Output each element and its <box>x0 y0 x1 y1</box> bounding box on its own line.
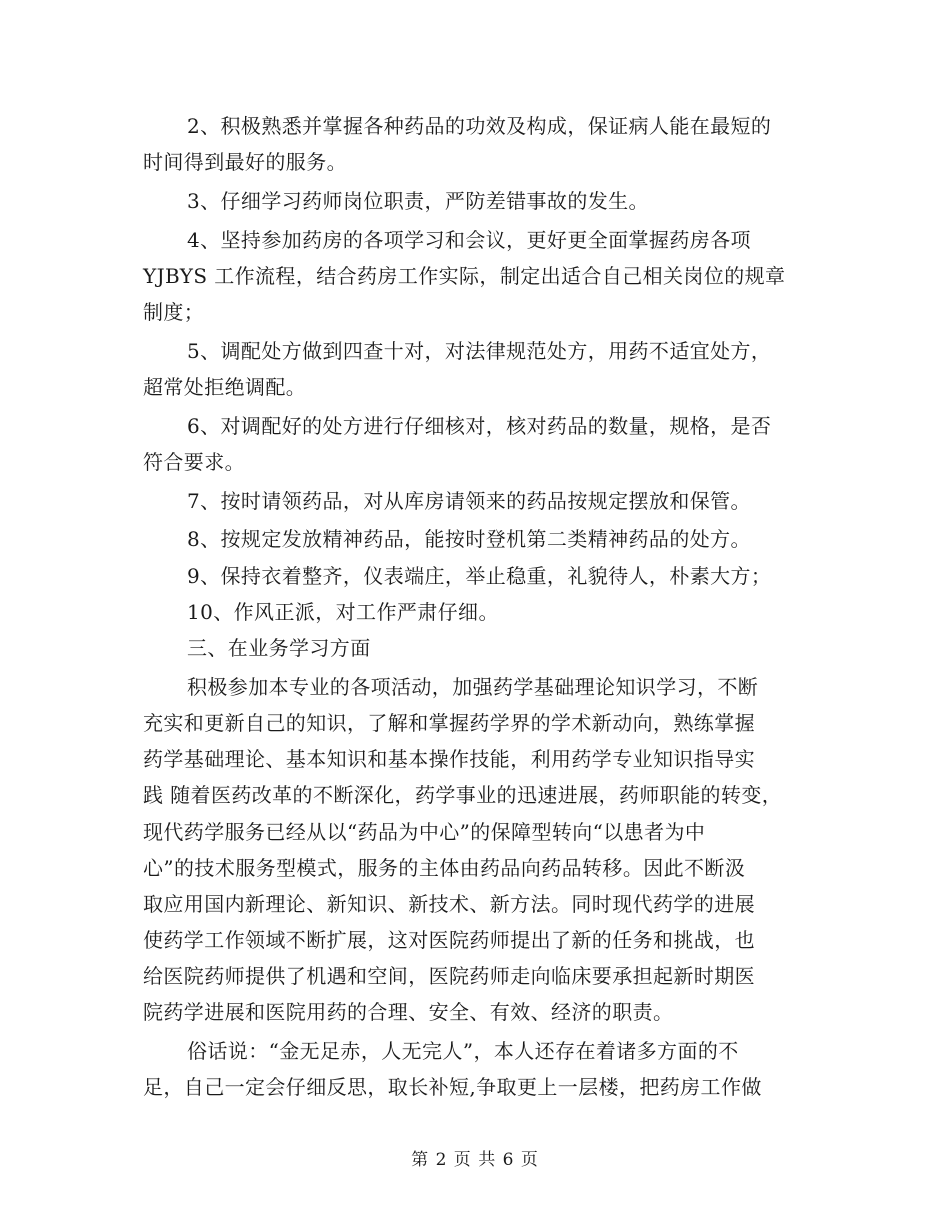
text-line: 3、仔细学习药师岗位职责，严防差错事故的发生。 <box>187 189 649 213</box>
text-line: 时间得到最好的服务。 <box>143 150 347 174</box>
text-line: 充实和更新自己的知识，了解和掌握药学界的学术新动向，熟练掌握 <box>143 711 755 735</box>
text-line: 院药学进展和医院用药的合理、安全、有效、经济的职责。 <box>143 1000 674 1024</box>
text-line: 9、保持衣着整齐，仪表端庄，举止稳重，礼貌待人，朴素大方； <box>187 564 772 588</box>
text-line: 制度； <box>143 300 205 324</box>
text-line: 践 随着医药改革的不断深化，药学事业的迅速进展，药师职能的转变， <box>143 783 783 807</box>
text-line: 符合要求。 <box>143 450 245 474</box>
text-line: 6、对调配好的处方进行仔细核对，核对药品的数量，规格，是否 <box>187 414 772 438</box>
text-line: 7、按时请领药品，对从库房请领来的药品按规定摆放和保管。 <box>187 489 751 513</box>
text-line: 现代药学服务已经从以“药品为中心”的保障型转向“以患者为中 <box>143 820 706 844</box>
text-line: YJBYS 工作流程，结合药房工作实际，制定出适合自己相关岗位的规章 <box>143 264 786 288</box>
page-number: 第 2 页 共 6 页 <box>411 1150 539 1170</box>
text-line: 8、按规定发放精神药品，能按时登机第二类精神药品的处方。 <box>187 527 751 551</box>
text-line: 使药学工作领域不断扩展，这对医院药师提出了新的任务和挑战，也 <box>143 928 755 952</box>
text-line: 药学基础理论、基本知识和基本操作技能，利用药学专业知识指导实 <box>143 747 755 771</box>
section-heading: 三、在业务学习方面 <box>187 636 371 660</box>
text-line: 取应用国内新理论、新知识、新技术、新方法。同时现代药学的进展 <box>143 892 755 916</box>
text-line: 足，自己一定会仔细反思，取长补短,争取更上一层楼，把药房工作做 <box>143 1075 762 1099</box>
text-line: 心”的技术服务型模式，服务的主体由药品向药品转移。因此不断汲 <box>143 856 746 880</box>
text-line: 俗话说：“金无足赤，人无完人”，本人还存在着诸多方面的不 <box>187 1039 739 1063</box>
text-line: 积极参加本专业的各项活动，加强药学基础理论知识学习，不断 <box>187 675 759 699</box>
text-line: 4、坚持参加药房的各项学习和会议，更好更全面掌握药房各项 <box>187 228 751 252</box>
text-line: 给医院药师提供了机遇和空间，医院药师走向临床要承担起新时期医 <box>143 964 755 988</box>
text-line: 超常处拒绝调配。 <box>143 375 307 399</box>
text-line: 10、作风正派，对工作严肃仔细。 <box>187 600 499 624</box>
text-line: 2、积极熟悉并掌握各种药品的功效及构成，保证病人能在最短的 <box>187 114 772 138</box>
text-line: 5、调配处方做到四查十对，对法律规范处方，用药不适宜处方， <box>187 339 772 363</box>
